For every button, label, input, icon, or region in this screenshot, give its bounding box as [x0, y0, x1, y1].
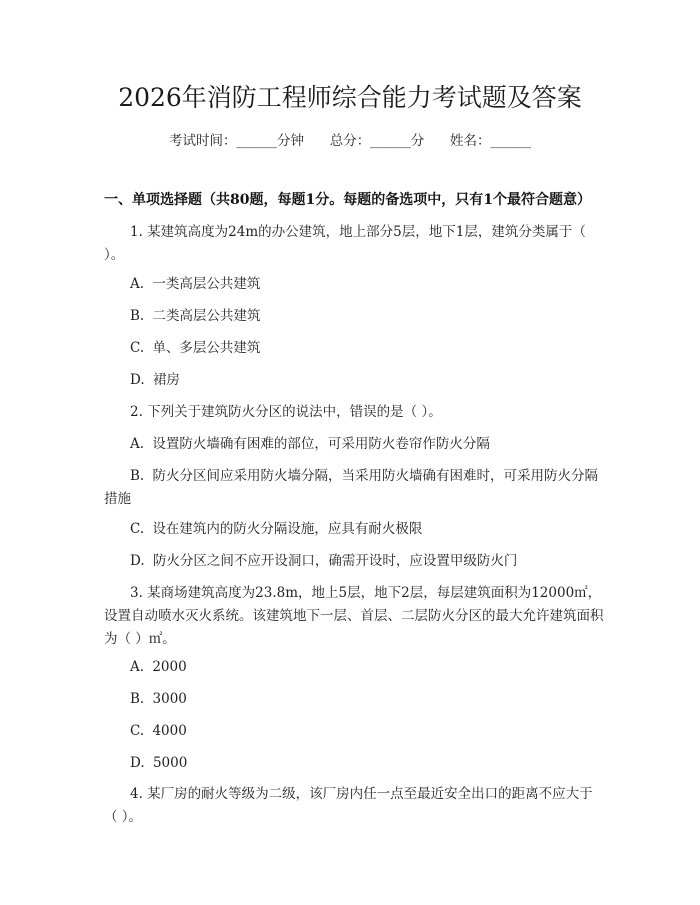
option-3b — [130, 688, 604, 711]
option-1c — [130, 337, 604, 360]
time-blank: ______ — [236, 133, 277, 149]
option-label: C. — [130, 521, 145, 537]
name-blank: ______ — [490, 133, 531, 149]
option-2d — [130, 550, 604, 573]
option-text: 二类高层公共建筑 — [152, 308, 261, 324]
option-label: D. — [130, 755, 145, 771]
option-3d — [130, 752, 604, 775]
score-blank: ______ — [370, 133, 411, 149]
option-text: 5000 — [152, 755, 188, 771]
option-label: C. — [130, 340, 145, 356]
time-label: 考试时间： — [169, 133, 237, 149]
option-label: A. — [130, 436, 145, 452]
score-unit: 分 — [410, 133, 425, 149]
option-text: 2000 — [152, 659, 187, 675]
question-4: 4. 某厂房的耐火等级为二级，该厂房内任一点至最近安全出口的距离不应大于（ ）。 — [104, 786, 593, 825]
option-1b — [130, 305, 604, 328]
exam-info-row — [0, 131, 700, 151]
option-1a — [130, 273, 604, 296]
question-3: 3. 某商场建筑高度为23.8m，地上5层，地下2层，每层建筑面积为12000㎡，设置自动喷水灭火系统。该建筑地下一层、首层、二层防火分区的最大允许建筑面积为（ ）㎡。 — [104, 585, 604, 647]
option-text: 防火分区之间不应开设洞口，确需开设时，应设置甲级防火门 — [152, 553, 518, 569]
option-1d — [130, 369, 604, 392]
name-label: 姓名： — [450, 133, 491, 149]
question-1: 1. 某建筑高度为24m的办公建筑，地上部分5层，地下1层，建筑分类属于（ ）。 — [104, 224, 586, 263]
option-text: 3000 — [152, 691, 187, 707]
option-label: B. — [130, 308, 145, 324]
option-text: 设在建筑内的防火分隔设施，应具有耐火极限 — [152, 521, 423, 537]
time-unit: 分钟 — [277, 133, 304, 149]
option-text: 裙房 — [152, 372, 180, 388]
option-label: B. — [130, 468, 145, 484]
score-label: 总分： — [329, 133, 371, 149]
option-label: C. — [130, 723, 145, 739]
option-text: 4000 — [152, 723, 187, 739]
option-2a — [130, 433, 604, 456]
section-heading: 一、单项选择题（共80题，每题1分。每题的备选项中，只有1个最符合题意） — [104, 192, 591, 208]
question-2: 2. 下列关于建筑防火分区的说法中，错误的是（ ）。 — [130, 404, 442, 420]
option-text: 防火分区间应采用防火墙分隔，当采用防火墙确有困难时，可采用防火分隔措施 — [104, 468, 599, 507]
option-2b — [104, 465, 604, 511]
option-label: D. — [130, 553, 145, 569]
option-text: 单、多层公共建筑 — [152, 340, 261, 356]
page-title: 2026年消防工程师综合能力考试题及答案 — [118, 83, 582, 112]
option-label: D. — [130, 372, 145, 388]
option-text: 设置防火墙确有困难的部位，可采用防火卷帘作防火分隔 — [152, 436, 490, 452]
option-3a — [130, 656, 604, 679]
option-label: A. — [130, 276, 145, 292]
option-2c — [130, 518, 604, 541]
option-label: B. — [130, 691, 145, 707]
option-3c — [130, 720, 604, 743]
option-text: 一类高层公共建筑 — [152, 276, 261, 292]
option-label: A. — [130, 659, 145, 675]
